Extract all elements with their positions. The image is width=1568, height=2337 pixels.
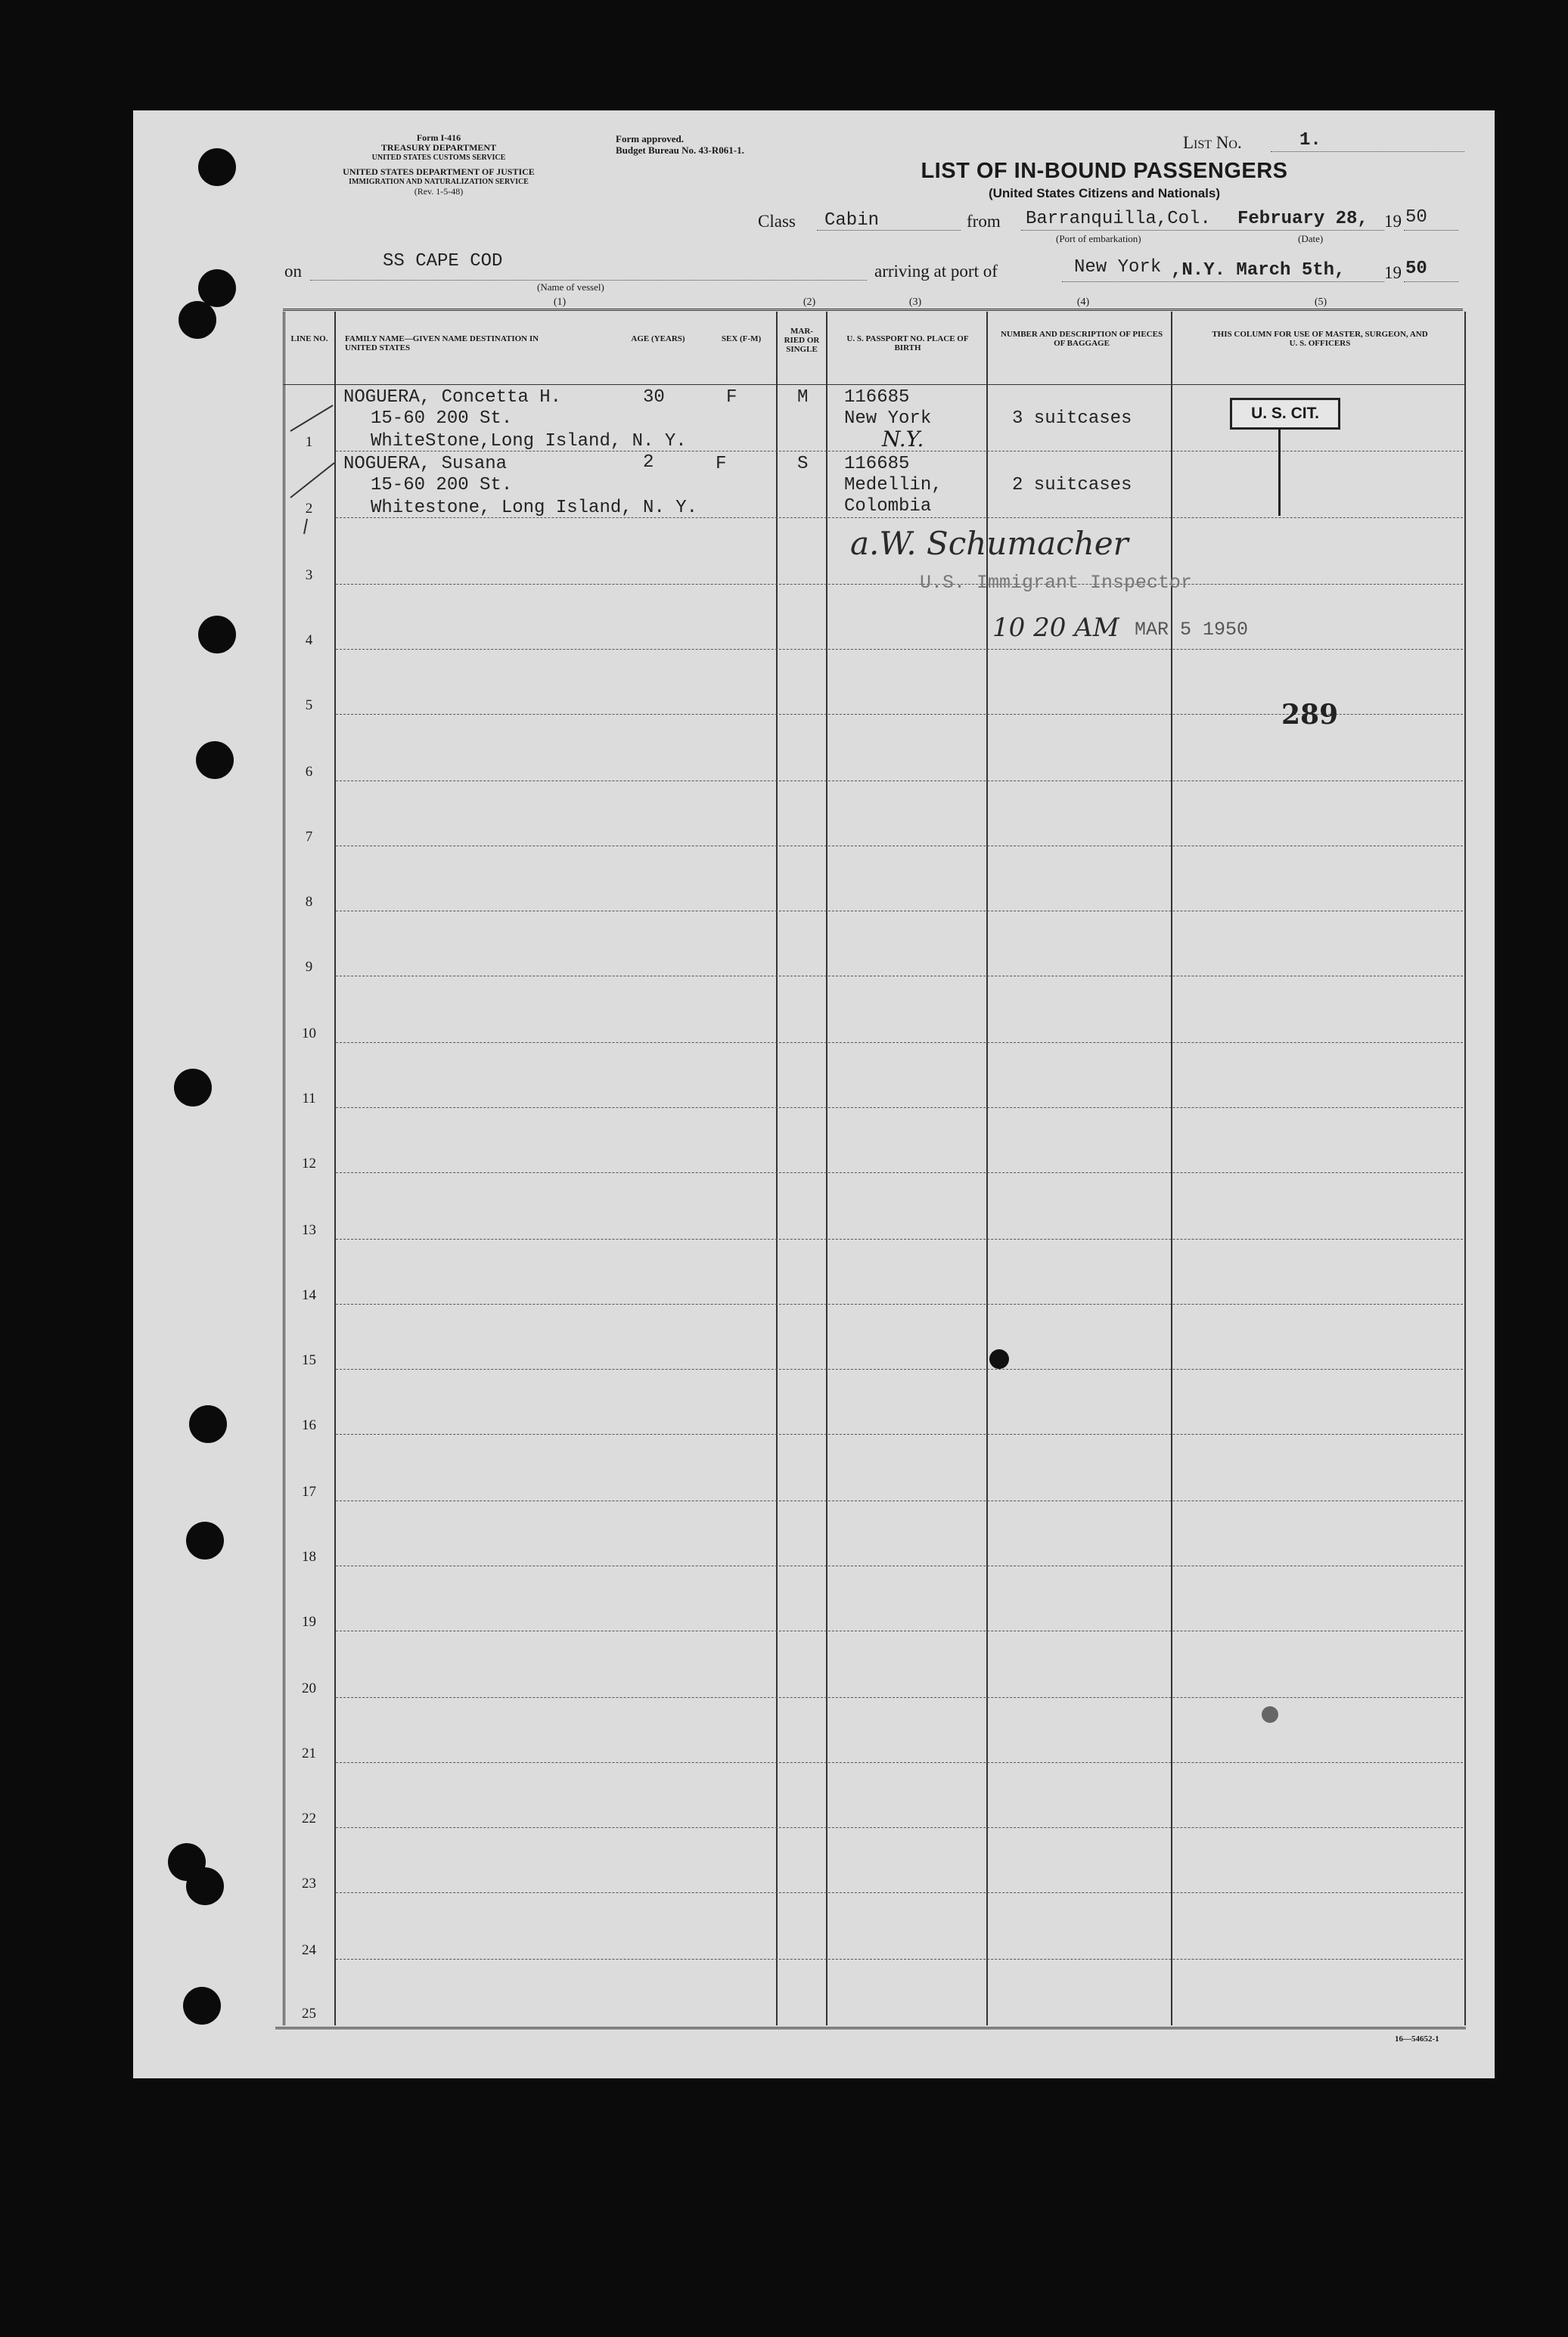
arrival-underline — [1062, 281, 1384, 282]
passenger-sex: F — [726, 387, 737, 408]
row-divider — [336, 1239, 1463, 1240]
column-number-1: (1) — [553, 296, 567, 308]
header-line-no: LINE NO. — [290, 334, 328, 343]
list-no-label: List No. — [1183, 133, 1242, 152]
header-row-divider — [283, 384, 1464, 385]
form-approved: Form approved. — [616, 133, 685, 144]
line-number: 18 — [302, 1549, 316, 1565]
passenger-address: WhiteStone,Long Island, N. Y. — [371, 431, 687, 452]
passenger-name: NOGUERA, Susana — [343, 454, 508, 474]
row-divider — [336, 1827, 1463, 1828]
passenger-address: 15-60 200 St. — [371, 408, 513, 429]
row-divider — [336, 1042, 1463, 1043]
row-divider — [336, 517, 1463, 518]
line-number: 10 — [302, 1026, 316, 1041]
vessel-underline — [310, 280, 867, 281]
passenger-baggage: 2 suitcases — [1012, 475, 1132, 495]
passenger-passport: 116685 — [844, 387, 910, 408]
ink-blot — [1262, 1706, 1278, 1723]
row-divider — [336, 1959, 1463, 1960]
page-subtitle: (United States Citizens and Nationals) — [988, 186, 1221, 200]
row-divider — [336, 451, 1463, 452]
row-divider — [336, 1697, 1463, 1698]
treasury-dept: TREASURY DEPARTMENT — [380, 142, 497, 153]
line-number: 7 — [305, 829, 313, 845]
passenger-birthplace: Medellin, — [844, 475, 942, 495]
stamp-line — [1278, 428, 1281, 516]
passenger-birthplace: Colombia — [844, 496, 932, 517]
name-divider — [776, 312, 778, 2025]
on-label: on — [284, 262, 302, 281]
column-number-2: (2) — [803, 296, 816, 308]
justice-dept: UNITED STATES DEPARTMENT OF JUSTICE — [343, 166, 535, 177]
budget-approval — [616, 133, 744, 156]
punch-hole — [198, 616, 236, 653]
punch-hole — [183, 1987, 221, 2025]
marital-divider — [826, 312, 827, 2025]
arrival-year-underline — [1404, 281, 1458, 282]
vessel-name: SS CAPE COD — [383, 251, 503, 272]
class-underline — [817, 230, 961, 231]
inspection-time: 10 20 AM — [992, 613, 1119, 643]
inspector-title-stamp: U.S. Immigrant Inspector — [920, 572, 1193, 594]
line-number: 25 — [302, 2006, 316, 2022]
column-number-5: (5) — [1314, 296, 1327, 308]
punch-hole — [186, 1867, 224, 1905]
arrival-year: 50 — [1405, 259, 1427, 279]
punch-hole — [198, 148, 236, 186]
embarkation-port: Barranquilla,Col. — [1026, 209, 1211, 229]
passenger-baggage: 3 suitcases — [1012, 408, 1132, 429]
line-number: 3 — [305, 567, 313, 583]
passenger-address: Whitestone, Long Island, N. Y. — [371, 498, 698, 518]
line-number: 2 — [305, 501, 313, 517]
line-no-divider — [334, 312, 336, 2025]
line-number: 13 — [302, 1222, 316, 1238]
line-number: 15 — [302, 1352, 316, 1368]
passenger-address: 15-60 200 St. — [371, 475, 513, 495]
passenger-marital: S — [797, 454, 809, 474]
row-divider — [336, 1107, 1463, 1108]
row-divider — [336, 649, 1463, 650]
column-number-3: (3) — [908, 296, 922, 308]
table-top-border — [283, 309, 1463, 311]
line-number: 22 — [302, 1811, 316, 1826]
arriving-label: arriving at port of — [874, 262, 998, 281]
ink-blot — [989, 1349, 1009, 1369]
passenger-age: 30 — [643, 387, 665, 408]
passenger-passport: 116685 — [844, 454, 910, 474]
form-print-code: 16—54652-1 — [1395, 2034, 1439, 2044]
passenger-age: 2 — [643, 452, 654, 473]
line-number: 12 — [302, 1156, 316, 1172]
form-number: Form I-416 — [416, 132, 461, 143]
header-name: FAMILY NAME—GIVEN NAME DESTINATION IN UNITED STATES — [345, 334, 539, 352]
form-identity — [280, 133, 598, 197]
line-number: 17 — [302, 1484, 316, 1500]
passenger-sex: F — [716, 454, 727, 474]
header-officers: THIS COLUMN FOR USE OF MASTER, SURGEON, AND U. S. OFFICERS — [1212, 330, 1428, 348]
revision: (Rev. 1-5-48) — [414, 186, 464, 197]
row-divider — [336, 584, 1463, 585]
line-number: 4 — [305, 632, 313, 648]
passenger-birthplace-handwritten: N.Y. — [882, 427, 924, 452]
year-prefix: 19 — [1384, 212, 1402, 231]
row-divider — [336, 1304, 1463, 1305]
arrival-date: ,N.Y. March 5th, — [1171, 260, 1346, 281]
line-number: 9 — [305, 959, 313, 975]
column-number-4: (4) — [1076, 296, 1090, 308]
year-underline — [1404, 230, 1458, 231]
ins-service: IMMIGRATION AND NATURALIZATION SERVICE — [349, 178, 529, 186]
embarkation-date: February 28, — [1237, 209, 1368, 229]
date-caption: (Date) — [1298, 233, 1324, 244]
line-number: 21 — [302, 1746, 316, 1761]
line-number: 14 — [302, 1287, 316, 1303]
header-baggage: NUMBER AND DESCRIPTION OF PIECES OF BAGGAGE — [1000, 330, 1163, 348]
line-number: 23 — [302, 1876, 316, 1892]
line-number: 1 — [305, 434, 313, 450]
punch-hole — [179, 301, 216, 339]
list-no-value: 1. — [1299, 130, 1321, 151]
line-number: 20 — [302, 1681, 316, 1696]
class-label: Class — [758, 212, 796, 231]
page-title: LIST OF IN-BOUND PASSENGERS — [921, 159, 1288, 183]
row-divider — [336, 1369, 1463, 1370]
vessel-caption: (Name of vessel) — [537, 281, 604, 293]
line-number: 19 — [302, 1614, 316, 1630]
header-passport: U. S. PASSPORT NO. PLACE OF BIRTH — [846, 334, 969, 352]
table-bottom-border — [275, 2027, 1466, 2029]
from-underline — [1021, 230, 1384, 231]
punch-hole — [174, 1069, 212, 1106]
header-married: MAR- RIED OR SINGLE — [784, 327, 820, 354]
row-divider — [336, 1762, 1463, 1763]
header-age: AGE (YEARS) — [631, 334, 685, 343]
row-divider — [336, 1172, 1463, 1173]
arrival-year-prefix: 19 — [1384, 263, 1402, 282]
row-divider — [336, 1434, 1463, 1435]
line-number: 5 — [305, 697, 313, 713]
row-divider — [336, 1892, 1463, 1893]
passenger-name: NOGUERA, Concetta H. — [343, 387, 562, 408]
line-number: 8 — [305, 894, 313, 910]
table-right-border — [1464, 312, 1466, 2025]
punch-hole — [196, 741, 234, 779]
punch-hole — [186, 1522, 224, 1560]
inspection-date-stamp: MAR 5 1950 — [1135, 619, 1249, 641]
passport-divider — [986, 312, 988, 2025]
line-check-marks — [287, 401, 340, 545]
line-number: 24 — [302, 1942, 316, 1958]
us-citizen-stamp: U. S. CIT. — [1230, 398, 1340, 430]
line-number: 11 — [302, 1091, 316, 1106]
passenger-birthplace: New York — [844, 408, 932, 429]
arrival-port: New York — [1074, 257, 1162, 278]
line-number: 16 — [302, 1417, 316, 1433]
embarkation-year: 50 — [1405, 207, 1427, 228]
port-caption: (Port of embarkation) — [1056, 233, 1141, 244]
baggage-divider — [1171, 312, 1172, 2025]
punch-hole — [189, 1405, 227, 1443]
header-sex: SEX (F-M) — [721, 334, 762, 343]
inspector-signature: a.W. Schumacher — [850, 525, 1129, 562]
sequence-number: 289 — [1281, 699, 1339, 731]
budget-bureau: Budget Bureau No. 43-R061-1. — [616, 144, 744, 156]
list-no-underline — [1271, 151, 1464, 152]
customs-service: UNITED STATES CUSTOMS SERVICE — [371, 154, 506, 162]
from-label: from — [967, 212, 1001, 231]
class-value: Cabin — [824, 210, 880, 231]
line-number: 6 — [305, 764, 313, 780]
passenger-marital: M — [797, 387, 809, 408]
